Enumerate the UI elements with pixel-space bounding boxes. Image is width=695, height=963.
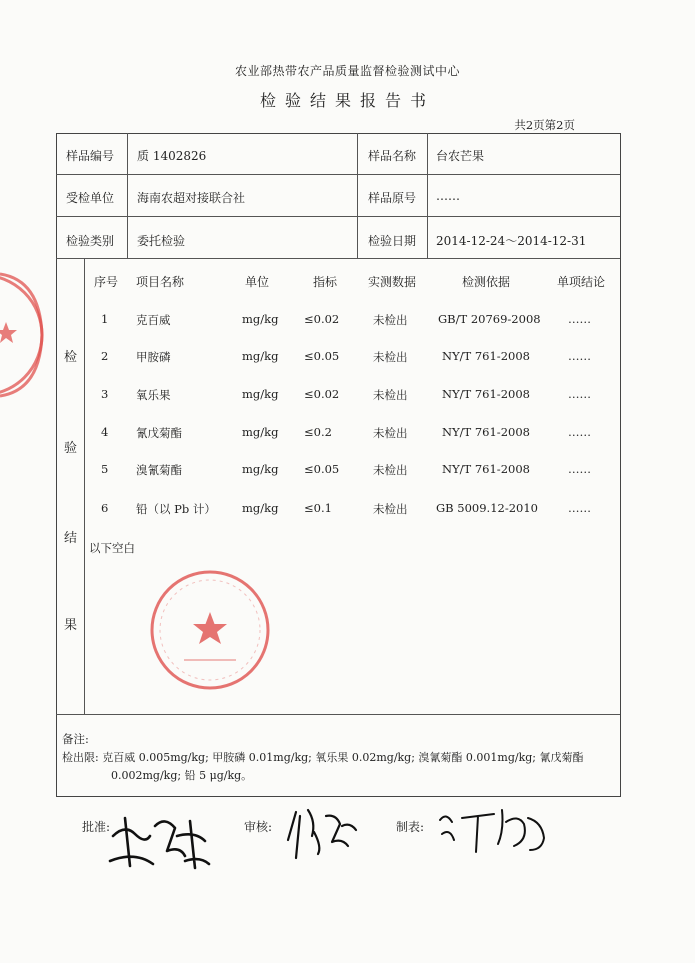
row-unit: mg/kg bbox=[242, 425, 279, 439]
original-no-value: …… bbox=[436, 189, 460, 203]
row-method: NY/T 761-2008 bbox=[442, 425, 530, 439]
row-method: NY/T 761-2008 bbox=[442, 387, 530, 401]
date-label: 检验日期 bbox=[368, 234, 417, 248]
row-unit: mg/kg bbox=[242, 349, 279, 363]
col-header-measured: 实测数据 bbox=[368, 275, 417, 289]
row-item-name: 氧乐果 bbox=[136, 388, 171, 402]
date-value: 2014-12-24～2014-12-31 bbox=[436, 234, 587, 248]
col-header-name: 项目名称 bbox=[136, 275, 185, 289]
row-limit: ≤0.1 bbox=[304, 501, 332, 515]
sample-name-value: 台农芒果 bbox=[436, 149, 485, 163]
row-conclusion: …… bbox=[568, 462, 591, 476]
approve-label: 批准: bbox=[82, 820, 111, 834]
side-label-char: 果 bbox=[64, 618, 78, 633]
row-item-name: 甲胺磷 bbox=[136, 350, 171, 364]
partial-seal-icon bbox=[0, 270, 44, 400]
info-divider bbox=[56, 258, 620, 259]
col-header-limit: 指标 bbox=[313, 275, 338, 289]
row-no: 4 bbox=[101, 425, 109, 439]
approve-signature-icon bbox=[105, 806, 215, 876]
info-col-divider bbox=[427, 133, 428, 258]
blank-note: 以下空白 bbox=[89, 541, 135, 555]
row-no: 5 bbox=[101, 462, 109, 476]
row-conclusion: …… bbox=[568, 501, 591, 515]
row-conclusion: …… bbox=[568, 387, 591, 401]
row-limit: ≤0.02 bbox=[304, 312, 340, 326]
row-method: GB/T 20769-2008 bbox=[438, 312, 541, 326]
row-item-name: 铅（以 Pb 计） bbox=[136, 502, 216, 516]
col-header-conclusion: 单项结论 bbox=[557, 275, 606, 289]
col-header-unit: 单位 bbox=[245, 275, 270, 289]
remarks-line-1: 检出限: 克百威 0.005mg/kg; 甲胺磷 0.01mg/kg; 氧乐果 0.02mg/kg; 溴氰菊酯 0.001mg/kg; 氰戊菊酯 bbox=[62, 751, 584, 764]
row-measured: 未检出 bbox=[373, 426, 408, 440]
col-header-method: 检测依据 bbox=[462, 275, 511, 289]
row-no: 6 bbox=[101, 501, 109, 515]
row-conclusion: …… bbox=[568, 349, 591, 363]
row-unit: mg/kg bbox=[242, 501, 279, 515]
row-method: NY/T 761-2008 bbox=[442, 349, 530, 363]
row-conclusion: …… bbox=[568, 312, 591, 326]
remarks-line-2: 0.002mg/kg; 铅 5 μg/kg。 bbox=[111, 769, 253, 782]
sample-no-label: 样品编号 bbox=[66, 149, 115, 163]
row-measured: 未检出 bbox=[373, 350, 408, 364]
row-no: 2 bbox=[101, 349, 109, 363]
row-item-name: 克百威 bbox=[136, 313, 171, 327]
row-measured: 未检出 bbox=[373, 502, 408, 516]
type-label: 检验类别 bbox=[66, 234, 115, 248]
info-col-divider bbox=[357, 133, 358, 258]
row-item-name: 氰戊菊酯 bbox=[136, 426, 182, 440]
info-divider bbox=[56, 174, 620, 175]
row-limit: ≤0.05 bbox=[304, 462, 340, 476]
review-signature-icon bbox=[282, 802, 362, 862]
row-limit: ≤0.02 bbox=[304, 387, 340, 401]
results-bottom-divider bbox=[56, 714, 620, 715]
original-no-label: 样品原号 bbox=[368, 191, 417, 205]
sample-no-value: 质 1402826 bbox=[137, 149, 207, 163]
row-measured: 未检出 bbox=[373, 313, 408, 327]
row-limit: ≤0.2 bbox=[304, 425, 332, 439]
prepare-label: 制表: bbox=[396, 820, 425, 834]
side-label-char: 结 bbox=[64, 531, 78, 546]
page-count: 共2页第2页 bbox=[514, 118, 575, 132]
row-item-name: 溴氰菊酯 bbox=[136, 463, 182, 477]
row-unit: mg/kg bbox=[242, 387, 279, 401]
row-measured: 未检出 bbox=[373, 463, 408, 477]
row-method: GB 5009.12-2010 bbox=[436, 501, 539, 515]
row-unit: mg/kg bbox=[242, 462, 279, 476]
info-col-divider bbox=[127, 133, 128, 258]
side-label-char: 验 bbox=[64, 441, 78, 456]
row-unit: mg/kg bbox=[242, 312, 279, 326]
row-no: 1 bbox=[101, 312, 109, 326]
client-label: 受检单位 bbox=[66, 191, 115, 205]
side-label-char: 检 bbox=[64, 350, 78, 365]
row-method: NY/T 761-2008 bbox=[442, 462, 530, 476]
results-side-divider bbox=[84, 258, 85, 714]
row-conclusion: …… bbox=[568, 425, 591, 439]
type-value: 委托检验 bbox=[137, 234, 186, 248]
client-value: 海南农超对接联合社 bbox=[137, 191, 246, 205]
row-no: 3 bbox=[101, 387, 109, 401]
remarks-label: 备注: bbox=[62, 732, 89, 746]
report-title: 检验结果报告书 bbox=[259, 91, 435, 110]
row-limit: ≤0.05 bbox=[304, 349, 340, 363]
col-header-no: 序号 bbox=[94, 275, 119, 289]
info-divider bbox=[56, 216, 620, 217]
sample-name-label: 样品名称 bbox=[368, 149, 417, 163]
prepare-signature-icon bbox=[432, 800, 552, 860]
review-label: 审核: bbox=[244, 820, 273, 834]
row-measured: 未检出 bbox=[373, 388, 408, 402]
official-seal-icon bbox=[148, 568, 272, 692]
org-name: 农业部热带农产品质量监督检验测试中心 bbox=[234, 64, 460, 78]
